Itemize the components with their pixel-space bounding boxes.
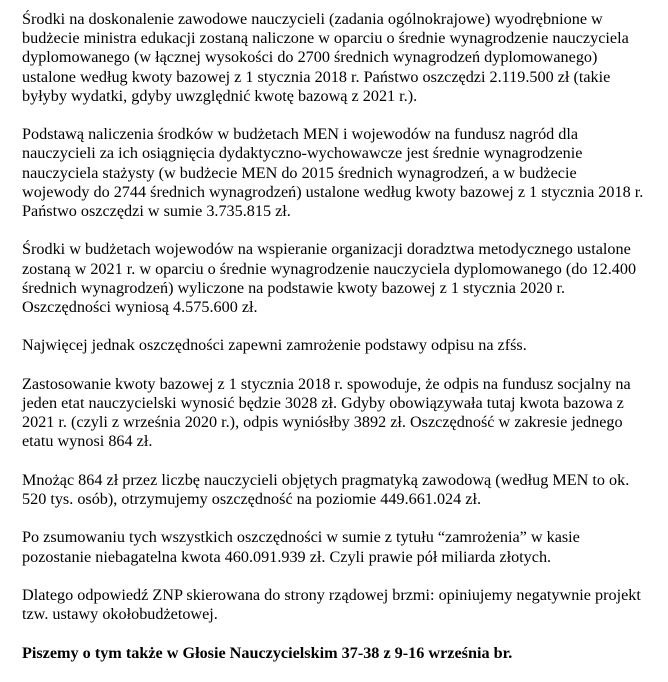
paragraph-zfss-freeze: Najwięcej jednak oszczędności zapewni zamrożenie podstawy odpisu na zfśs. xyxy=(22,336,527,355)
paragraph-awards-fund: Podstawą naliczenia środków w budżetach MEN i wojewodów na fundusz nagród dla nauczycieli za ich osiągnięcia dydaktyczno-wychowawcze jest średnie wynagrodzenie nauczyciela stażysty (w budżecie MEN do 2015 średnich wynagrodzeń, a w budżecie wojewody do 2744 średnich wynagrodzeń) ustalone według kwoty bazowej z 1 stycznia 2018 r. Państwo oszczędzi w sumie 3.735.815 zł. xyxy=(22,125,644,221)
paragraph-total-savings: Po zsumowaniu tych wszystkich oszczędności w sumie z tytułu “zamrożenia” w kasie pozostanie niebagatelna kwota 460.091.939 zł. Czyli prawie pół miliarda złotych. xyxy=(22,528,580,566)
paragraph-total-social-fund-savings: Mnożąc 864 zł przez liczbę nauczycieli objętych pragmatyką zawodową (według MEN to ok. 520 tys. osób), otrzymujemy oszczędność na poziomie 449.661.024 zł. xyxy=(22,470,630,508)
paragraph-glos-nauczycielski-note: Piszemy o tym także w Głosie Nauczycielskim 37-38 z 9-16 września br. xyxy=(22,643,513,662)
paragraph-professional-development-funds: Środki na doskonalenie zawodowe nauczycieli (zadania ogólnokrajowe) wyodrębnione w budżecie ministra edukacji zostaną naliczone w oparciu o średnie wynagrodzenie nauczyciela dyplomowanego (w łącznej wysokości do 2700 średnich wynagrodzeń dyplomowanego) ustalone według kwoty bazowej z 1 stycznia 2018 r. Państwo oszczędzi 2.119.500 zł (takie byłyby wydatki, gdyby uwzględnić kwotę bazową z 2021 r.). xyxy=(22,10,629,105)
paragraph-methodological-counseling: Środki w budżetach wojewodów na wspieranie organizacji doradztwa metodycznego ustalone zostaną w 2021 r. w oparciu o średnie wynagrodzenie nauczyciela dyplomowanego (do 12.400 średnich wynagrodzeń) wyliczone na podstawie kwoty bazowej z 1 stycznia 2020 r. Oszczędności wyniosą 4.575.600 zł. xyxy=(22,240,637,317)
paragraph-social-fund-calculation: Zastosowanie kwoty bazowej z 1 stycznia 2018 r. spowoduje, że odpis na fundusz socjalny na jeden etat nauczycielski wynosić będzie 3028 zł. Gdyby obowiązywała tutaj kwota bazowa z 2021 r. (czyli z września 2020 r.), odpis wyniósłby 3892 zł. Oszczędność w zakresie jednego etatu wynosi 864 zł. xyxy=(22,374,631,451)
document-body xyxy=(22,10,646,682)
paragraph-znp-response: Dlatego odpowiedź ZNP skierowana do strony rządowej brzmi: opiniujemy negatywnie projekt tzw. ustawy okołobudżetowej. xyxy=(22,585,641,624)
